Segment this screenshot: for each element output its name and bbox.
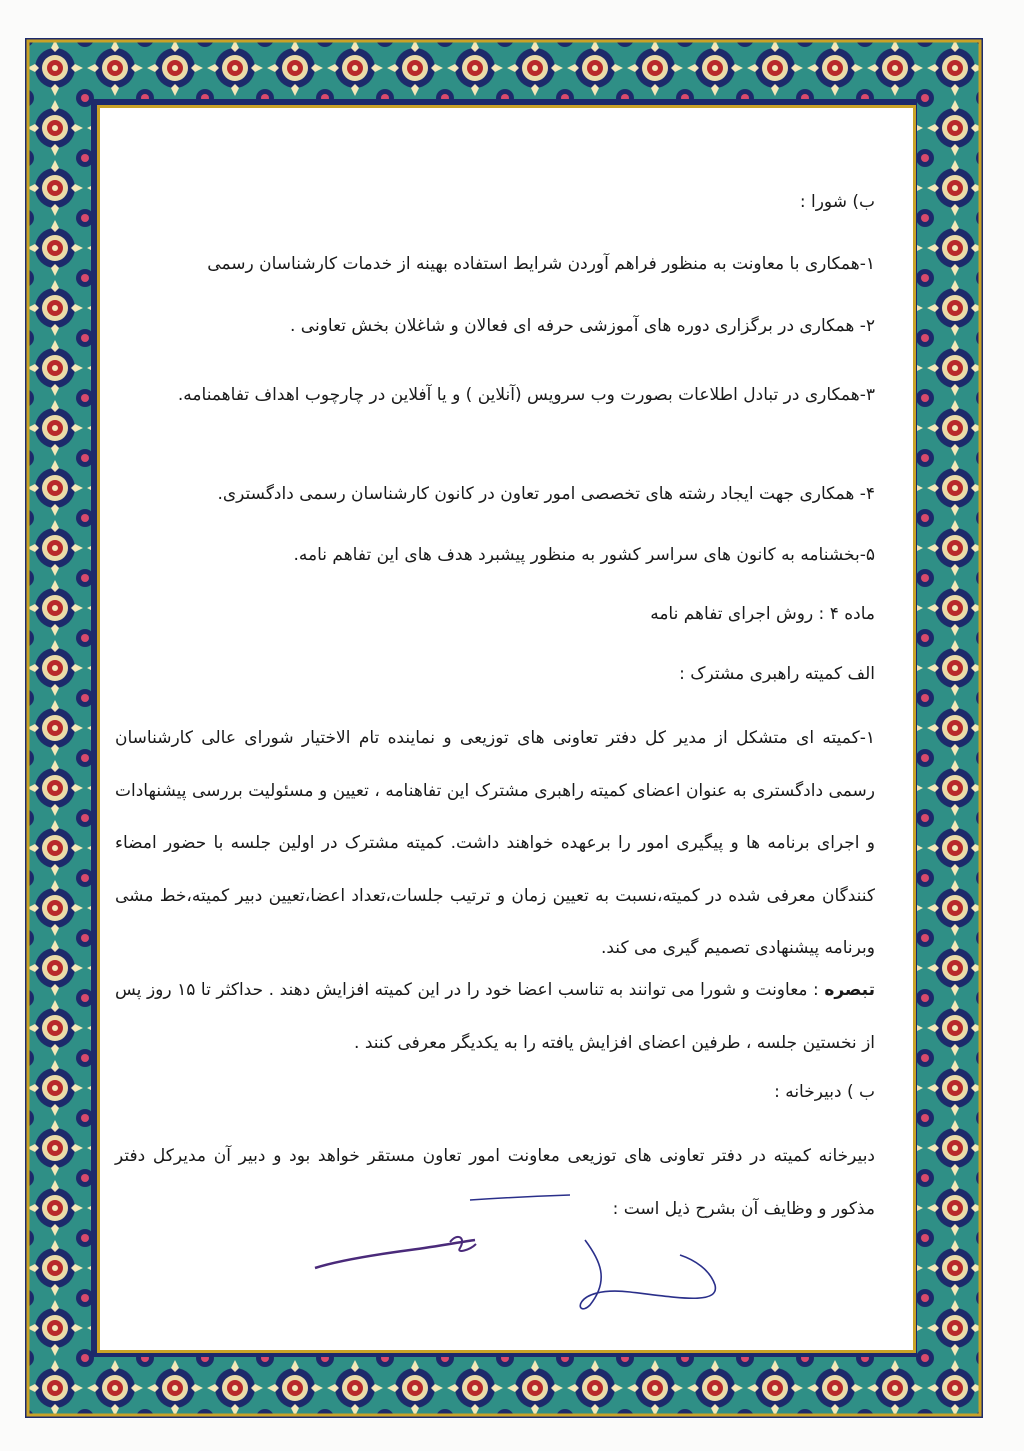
article-4-title: ماده ۴ : روش اجرای تفاهم نامه — [650, 604, 875, 624]
section-heading-council: ب) شورا : — [799, 192, 875, 212]
council-item-1: ۱-همکاری با معاونت به منظور فراهم آوردن شرایط استفاده بهینه از خدمات کارشناسان رسمی — [207, 254, 875, 274]
secretariat-paragraph: دبیرخانه کمیته در دفتر تعاونی های توزیعی معاونت امور تعاون مستقر خواهد بود و دبیر آن مدیرکل دفتر مذکور و وظایف آن بشرح ذیل است : — [115, 1146, 875, 1219]
note-paragraph — [115, 964, 875, 1069]
council-item-4: ۴- همکاری جهت ایجاد رشته های تخصصی امور تعاون در کانون کارشناسان رسمی دادگستری. — [217, 484, 875, 504]
section-heading-committee: الف کمیته راهبری مشترک : — [679, 664, 875, 684]
council-item-5: ۵-بخشنامه به کانون های سراسر کشور به منظور پیشبرد هدف های این تفاهم نامه. — [293, 545, 875, 565]
section-heading-secretariat: ب ) دبیرخانه : — [774, 1082, 875, 1102]
signature — [300, 1180, 740, 1330]
note-label: تبصره — [824, 980, 875, 1000]
committee-paragraph: ۱-کمیته ای متشکل از مدیر کل دفتر تعاونی های توزیعی و نماینده تام الاختیار شورای عالی کارشناسان رسمی دادگستری به عنوان اعضای کمیته راهبری مشترک این تفاهنامه ، تعیین و مسئولیت بررسی پیشنهادات و اجرای برنامه ها و پیگیری امور را برعهده خواهند داشت. کمیته مشترک در اولین جلسه با حضور امضاء کنندگان معرفی شده در کمیته،نسبت به تعیین زمان و ترتیب جلسات،تعداد اعضا،تعیین دبیر کمیته،خط مشی وبرنامه پیشنهادی تصمیم گیری می کند. — [115, 728, 875, 958]
council-item-2: ۲- همکاری در برگزاری دوره های آموزشی حرفه ای فعالان و شاغلان بخش تعاونی . — [290, 316, 875, 336]
note-text: : معاونت و شورا می توانند به تناسب اعضا خود را در این کمیته افزایش دهند . حداکثر تا ۱۵ روز پس از نخستین جلسه ، طرفین اعضای افزایش یافته را به یکدیگر معرفی کنند . — [115, 980, 875, 1053]
council-item-3: ۳-همکاری در تبادل اطلاعات بصورت وب سرویس (آنلاین ) و یا آفلاین در چارچوب اهداف تفاهمنامه. — [177, 385, 875, 405]
footer-strip — [0, 1428, 1024, 1451]
